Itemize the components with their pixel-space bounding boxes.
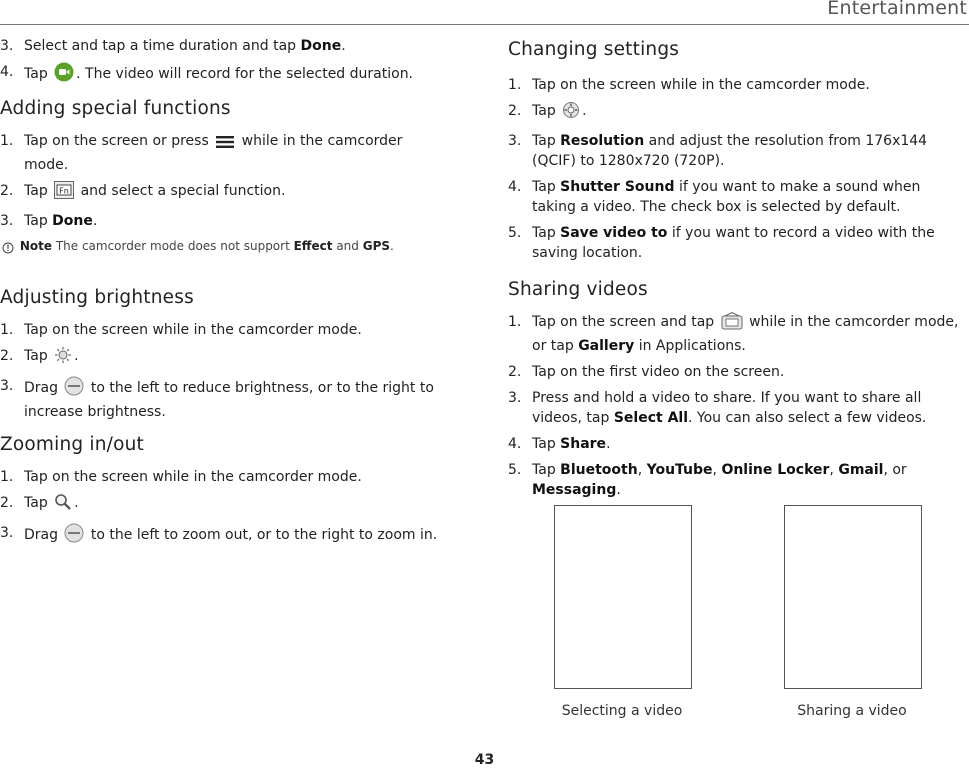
zoom-icon — [54, 493, 72, 517]
settings-step-3: 3. Tap Resolution and adjust the resolution from 176x144 (QCIF) to 1280x720 (720P). — [508, 133, 928, 169]
brightness-step-2: 2. Tap . — [0, 346, 450, 370]
brightness-step-1: 1. Tap on the screen while in the camcorder mode. — [0, 322, 362, 338]
brightness-step-3: 3. Drag to the left to reduce brightness, or to the right to increase brightness. — [0, 378, 434, 420]
caption-selecting-video: Selecting a video — [561, 703, 683, 719]
section-title: Entertainment — [827, 0, 967, 19]
caption-sharing-video: Sharing a video — [797, 703, 907, 719]
heading-adding-special-functions: Adding special functions — [0, 98, 231, 119]
zoom-step-1: 1. Tap on the screen while in the camcorder mode. — [0, 469, 362, 485]
zoom-slider-handle-icon — [64, 523, 84, 549]
settings-gear-icon — [562, 101, 580, 125]
zoom-step-3: 3. Drag to the left to zoom out, or to the right to zoom in. — [0, 523, 450, 549]
special-step-1: 1. Tap on the screen or press while in the camcorder mode. — [0, 133, 403, 173]
gallery-icon — [721, 312, 743, 336]
sharing-step-3: 3. Press and hold a video to share. If you want to share all videos, tap Select All. You can also select a few videos. — [508, 390, 927, 426]
special-step-3: 3. Tap Done. — [0, 213, 98, 229]
settings-step-1: 1. Tap on the screen while in the camcorder mode. — [508, 77, 870, 93]
left-column — [0, 36, 450, 555]
sharing-step-5: 5. Tap Bluetooth, YouTube, Online Locker, Gmail, or Messaging. — [508, 462, 907, 498]
special-function-icon — [54, 181, 74, 205]
slider-handle-icon — [64, 376, 84, 402]
screenshot-sharing-video — [784, 505, 922, 689]
settings-step-2: 2. Tap . — [508, 101, 968, 125]
screenshot-selecting-video — [554, 505, 692, 689]
note-info-icon — [2, 241, 14, 259]
right-column — [508, 36, 968, 506]
note: Note The camcorder mode does not support Effect and GPS. — [0, 237, 450, 259]
header-rule — [0, 24, 969, 25]
step-4-record: 4. Tap . The video will record for the selected duration. — [0, 62, 450, 88]
heading-adjusting-brightness: Adjusting brightness — [0, 287, 194, 308]
record-video-icon — [54, 62, 74, 88]
step-3-select-duration: 3. Select and tap a time duration and tap Done. — [0, 38, 346, 54]
heading-sharing-videos: Sharing videos — [508, 279, 648, 300]
sharing-step-4: 4. Tap Share. — [508, 436, 611, 452]
heading-zooming: Zooming in/out — [0, 434, 145, 455]
page-number: 43 — [474, 752, 495, 768]
brightness-icon — [54, 346, 72, 370]
special-step-2: 2. Tap Fn and select a special function. — [0, 181, 450, 205]
zoom-step-2: 2. Tap . — [0, 493, 450, 517]
heading-changing-settings: Changing settings — [508, 39, 680, 60]
sharing-step-2: 2. Tap on the first video on the screen. — [508, 364, 785, 380]
svg-text:Fn: Fn — [59, 186, 69, 196]
menu-key-icon — [215, 135, 235, 155]
settings-step-4: 4. Tap Shutter Sound if you want to make a sound when taking a video. The check box is selected by default. — [508, 179, 921, 215]
settings-step-5: 5. Tap Save video to if you want to record a video with the saving location. — [508, 225, 935, 261]
sharing-step-1: 1. Tap on the screen and tap while in the camcorder mode, or tap Gallery in Applications. — [508, 314, 959, 354]
